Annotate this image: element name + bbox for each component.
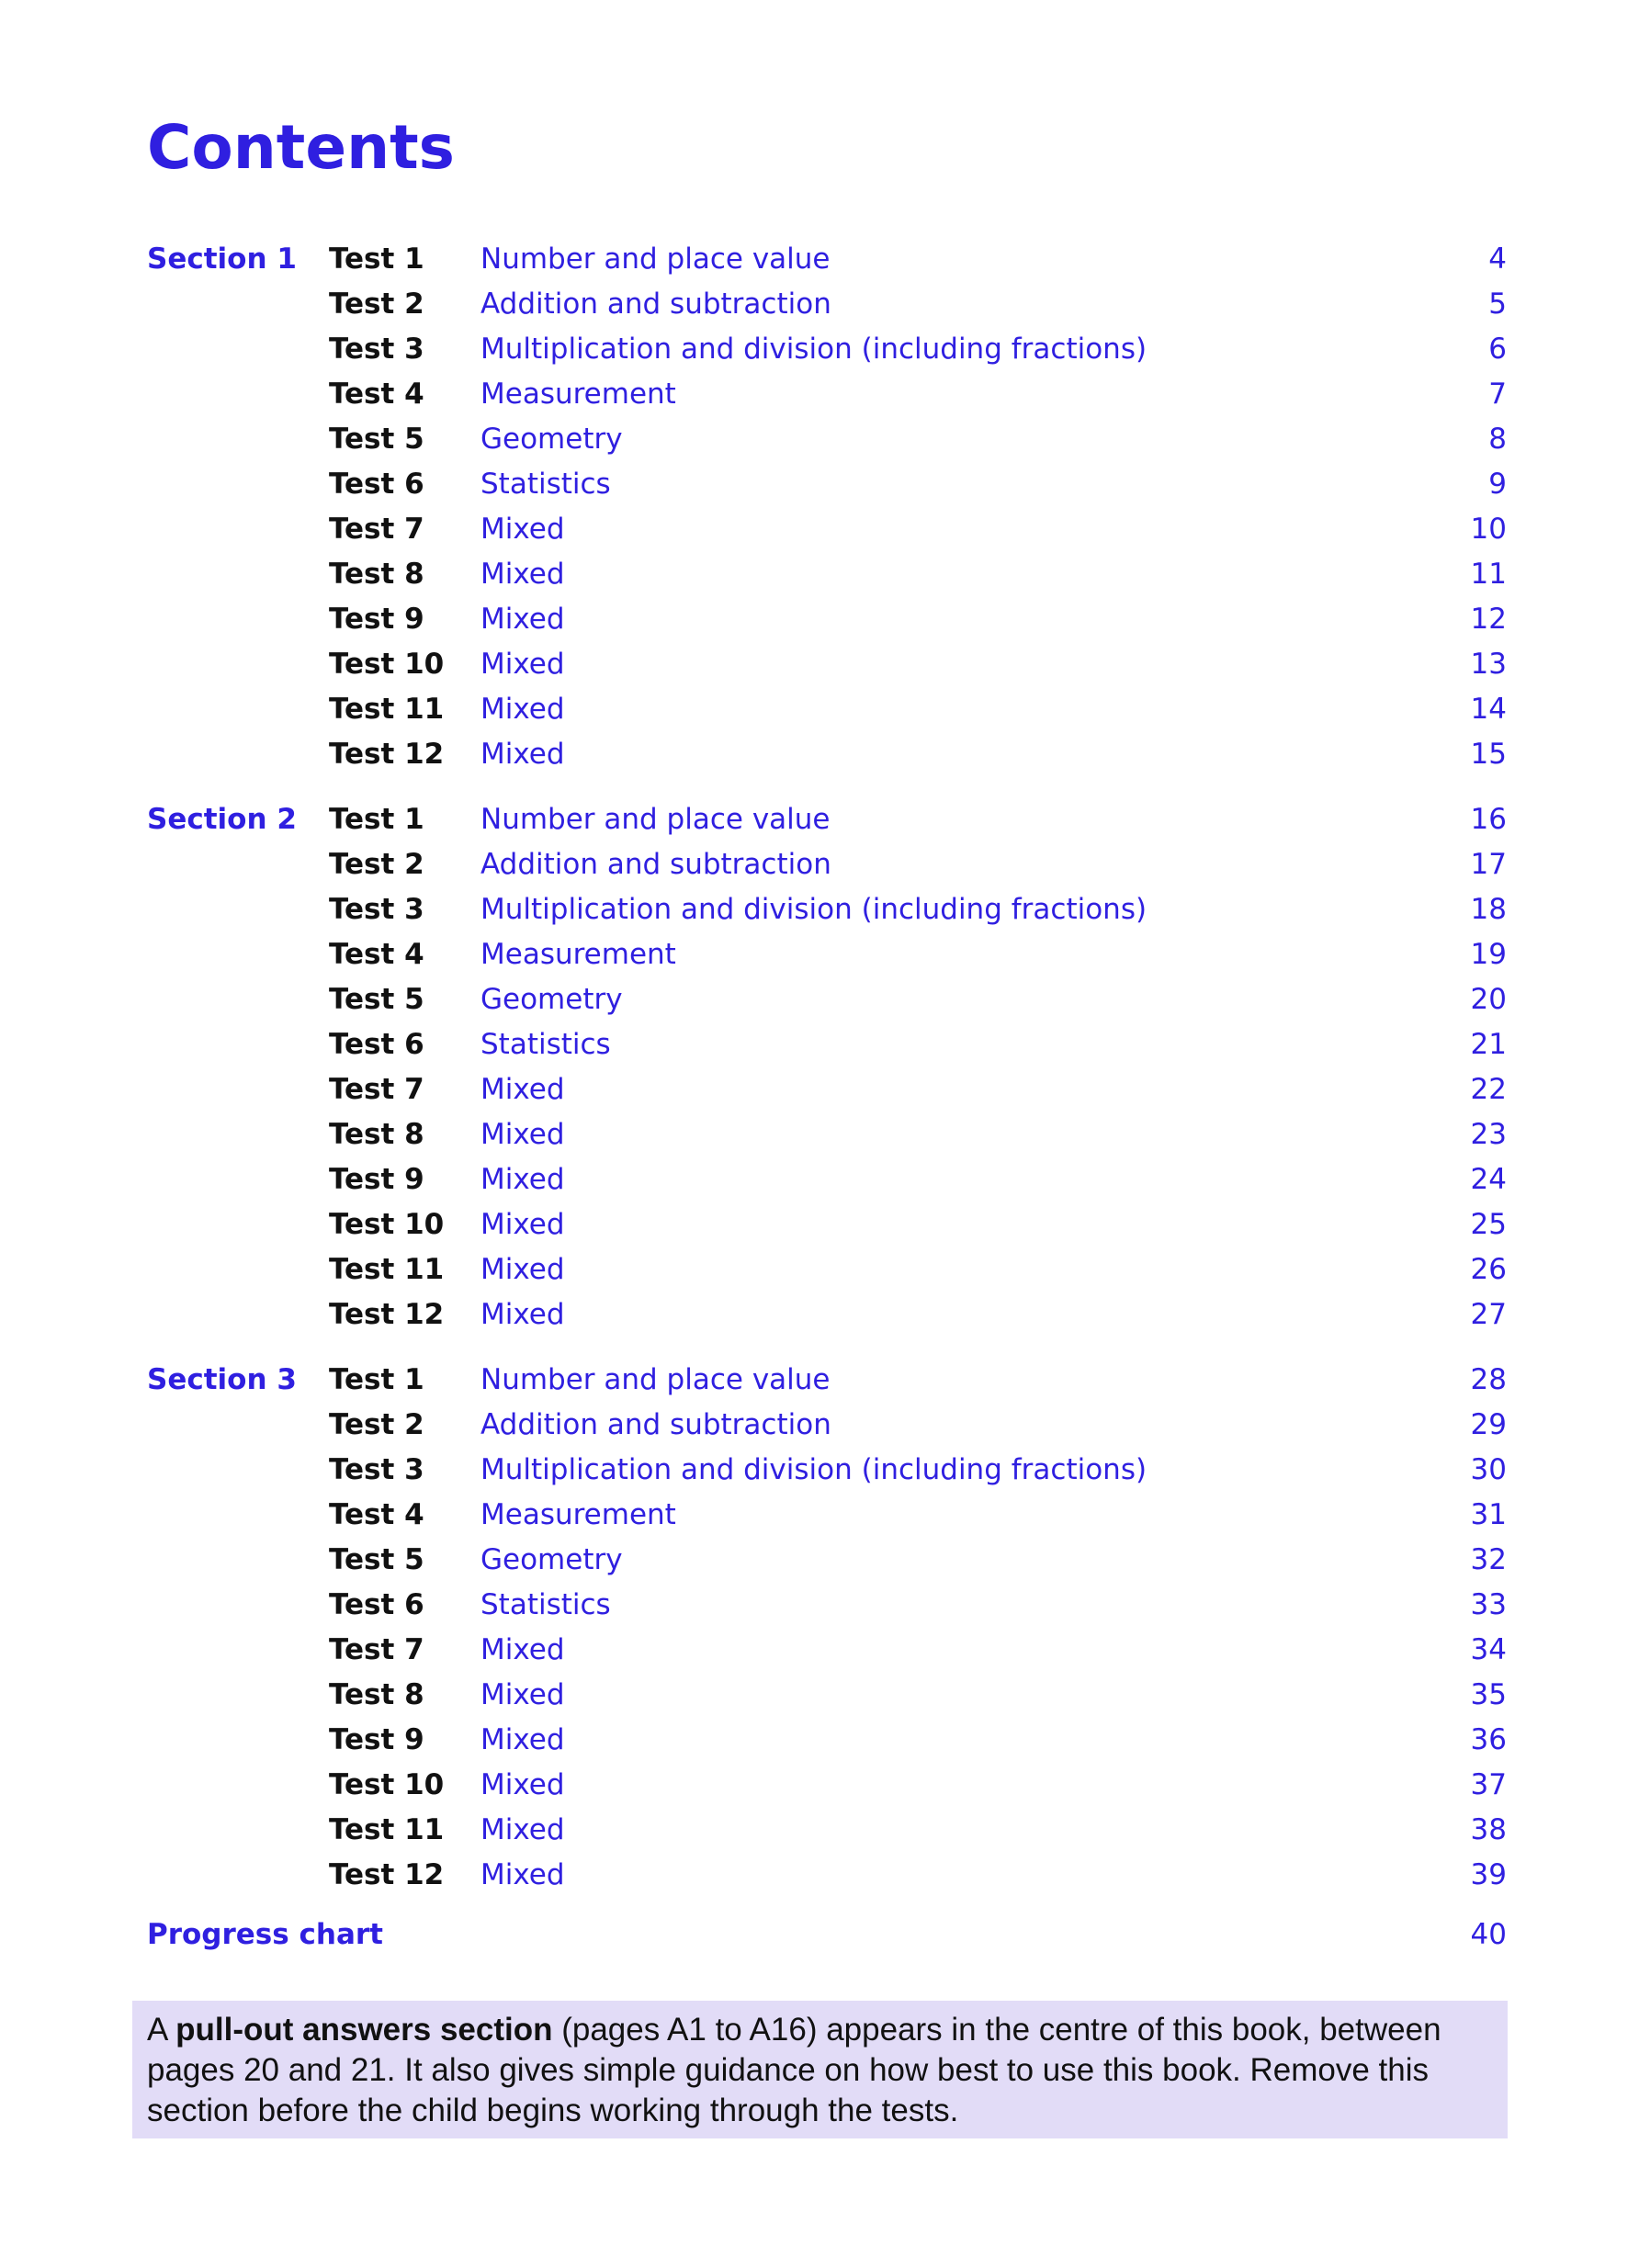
toc-entry[interactable] [147,462,1507,507]
toc-entry[interactable] [147,1247,1507,1292]
test-label: Test 6 [329,1588,424,1621]
test-label: Test 1 [329,803,424,836]
test-topic: Mixed [480,1208,565,1241]
test-label: Test 7 [329,513,424,546]
test-topic: Mixed [480,513,565,546]
toc-entry[interactable] [147,552,1507,597]
test-topic: Statistics [480,468,611,501]
test-label: Test 3 [329,333,424,366]
toc-entry[interactable] [147,842,1507,887]
page-number: 33 [1470,1588,1507,1621]
test-label: Test 9 [329,603,424,636]
progress-chart-label: Progress chart [147,1918,383,1951]
test-topic: Statistics [480,1028,611,1061]
toc-entry[interactable] [147,1403,1507,1448]
test-topic: Mixed [480,558,565,591]
page-number: 26 [1470,1253,1507,1286]
page-number: 31 [1470,1498,1507,1531]
toc-entry[interactable] [147,1853,1507,1898]
page-number: 15 [1470,738,1507,771]
page-number: 10 [1470,513,1507,546]
test-label: Test 12 [329,738,445,771]
test-label: Test 3 [329,1453,424,1486]
page-number: 23 [1470,1118,1507,1151]
test-label: Test 2 [329,288,424,321]
page-number: 32 [1470,1543,1507,1576]
page-number: 30 [1470,1453,1507,1486]
toc-entry[interactable] [147,417,1507,462]
toc-entry[interactable] [147,1673,1507,1718]
note-text: (pages A1 to A16) appears in the centre of this book, between pages 20 and 21. It also gives simple guidance on how best to use this book. Remove this section before the child begins working through the tests. [147,2012,1441,2128]
test-topic: Mixed [480,738,565,771]
page-number: 22 [1470,1073,1507,1106]
page-number: 8 [1488,423,1507,456]
test-label: Test 4 [329,378,424,411]
toc-sections [147,237,1507,1898]
page-number: 14 [1470,693,1507,726]
page-number: 16 [1470,803,1507,836]
page-number: 21 [1470,1028,1507,1061]
test-label: Test 9 [329,1723,424,1756]
test-label: Test 1 [329,1363,424,1396]
toc-entry[interactable] [147,1583,1507,1628]
test-label: Test 2 [329,1408,424,1441]
page-number: 9 [1488,468,1507,501]
test-label: Test 7 [329,1073,424,1106]
test-label: Test 11 [329,1813,445,1846]
toc-entry[interactable] [147,597,1507,642]
test-topic: Measurement [480,938,676,971]
test-topic: Mixed [480,1298,565,1331]
toc-entry[interactable] [147,887,1507,932]
test-label: Test 2 [329,848,424,881]
page-title: Contents [147,112,455,183]
test-topic: Multiplication and division (including fractions) [480,1453,1147,1486]
test-topic: Number and place value [480,1363,831,1396]
toc-entry[interactable] [147,977,1507,1022]
answers-note-box [132,2001,1508,2138]
page-number: 20 [1470,983,1507,1016]
toc-entry[interactable] [147,1538,1507,1583]
test-topic: Mixed [480,1253,565,1286]
test-topic: Multiplication and division (including fractions) [480,333,1147,366]
section-label: Section 1 [147,243,297,276]
toc-entry[interactable] [147,1718,1507,1763]
test-topic: Mixed [480,1118,565,1151]
page-number: 19 [1470,938,1507,971]
toc-entry[interactable] [147,797,1507,842]
test-label: Test 9 [329,1163,424,1196]
note-prefix: A [147,2012,176,2048]
test-topic: Mixed [480,1678,565,1711]
page-number: 28 [1470,1363,1507,1396]
page-number: 37 [1470,1768,1507,1801]
page-number: 5 [1488,288,1507,321]
toc-entry[interactable] [147,1067,1507,1112]
page-number: 29 [1470,1408,1507,1441]
toc-entry[interactable] [147,1763,1507,1808]
toc-entry[interactable] [147,1157,1507,1202]
section-label: Section 2 [147,803,297,836]
page-number: 6 [1488,333,1507,366]
test-label: Test 11 [329,693,445,726]
toc-entry[interactable] [147,642,1507,687]
toc-entry[interactable] [147,687,1507,732]
toc-entry[interactable] [147,282,1507,327]
test-label: Test 3 [329,893,424,926]
section-label: Section 3 [147,1363,297,1396]
page-number: 39 [1470,1858,1507,1891]
toc-entry[interactable] [147,1022,1507,1067]
test-label: Test 4 [329,1498,424,1531]
table-of-contents [147,237,1507,1958]
test-label: Test 8 [329,558,424,591]
test-topic: Geometry [480,983,623,1016]
test-topic: Mixed [480,1163,565,1196]
toc-entry[interactable] [147,1808,1507,1853]
toc-entry[interactable] [147,237,1507,282]
test-label: Test 10 [329,1768,445,1801]
page-number: 38 [1470,1813,1507,1846]
test-label: Test 12 [329,1858,445,1891]
page-number: 24 [1470,1163,1507,1196]
test-topic: Mixed [480,1768,565,1801]
toc-section [147,1358,1507,1898]
toc-progress-chart-row[interactable] [147,1913,1507,1958]
test-topic: Geometry [480,423,623,456]
page-number: 27 [1470,1298,1507,1331]
test-label: Test 10 [329,648,445,681]
test-topic: Geometry [480,1543,623,1576]
page-number: 4 [1488,243,1507,276]
progress-chart-page-number: 40 [1470,1918,1507,1951]
toc-entry[interactable] [147,1493,1507,1538]
note-bold-text: pull-out answers section [175,2012,553,2048]
test-topic: Addition and subtraction [480,1408,831,1441]
page-number: 17 [1470,848,1507,881]
toc-section [147,237,1507,777]
toc-entry[interactable] [147,1112,1507,1157]
test-topic: Mixed [480,1723,565,1756]
test-topic: Mixed [480,1858,565,1891]
test-label: Test 7 [329,1633,424,1666]
test-topic: Mixed [480,648,565,681]
page-number: 11 [1470,558,1507,591]
test-label: Test 8 [329,1118,424,1151]
test-topic: Measurement [480,1498,676,1531]
test-topic: Mixed [480,693,565,726]
test-label: Test 8 [329,1678,424,1711]
test-topic: Multiplication and division (including fractions) [480,893,1147,926]
test-topic: Addition and subtraction [480,848,831,881]
test-label: Test 1 [329,243,424,276]
test-label: Test 6 [329,468,424,501]
test-label: Test 5 [329,983,424,1016]
test-topic: Mixed [480,1633,565,1666]
toc-section [147,797,1507,1337]
test-label: Test 5 [329,1543,424,1576]
toc-entry[interactable] [147,1358,1507,1403]
toc-entry[interactable] [147,1292,1507,1337]
toc-entry[interactable] [147,1448,1507,1493]
page-number: 7 [1488,378,1507,411]
test-topic: Mixed [480,1073,565,1106]
page-number: 13 [1470,648,1507,681]
test-topic: Measurement [480,378,676,411]
test-label: Test 12 [329,1298,445,1331]
toc-entry[interactable] [147,932,1507,977]
toc-entry[interactable] [147,732,1507,777]
toc-entry[interactable] [147,372,1507,417]
test-label: Test 11 [329,1253,445,1286]
toc-entry[interactable] [147,1202,1507,1247]
test-label: Test 6 [329,1028,424,1061]
test-label: Test 4 [329,938,424,971]
test-topic: Number and place value [480,243,831,276]
test-topic: Addition and subtraction [480,288,831,321]
page-number: 12 [1470,603,1507,636]
test-topic: Statistics [480,1588,611,1621]
page-number: 18 [1470,893,1507,926]
test-topic: Mixed [480,1813,565,1846]
page-number: 34 [1470,1633,1507,1666]
test-topic: Mixed [480,603,565,636]
toc-entry[interactable] [147,1628,1507,1673]
test-topic: Number and place value [480,803,831,836]
toc-entry[interactable] [147,327,1507,372]
page-number: 36 [1470,1723,1507,1756]
test-label: Test 10 [329,1208,445,1241]
toc-entry[interactable] [147,507,1507,552]
test-label: Test 5 [329,423,424,456]
page-number: 25 [1470,1208,1507,1241]
page-number: 35 [1470,1678,1507,1711]
